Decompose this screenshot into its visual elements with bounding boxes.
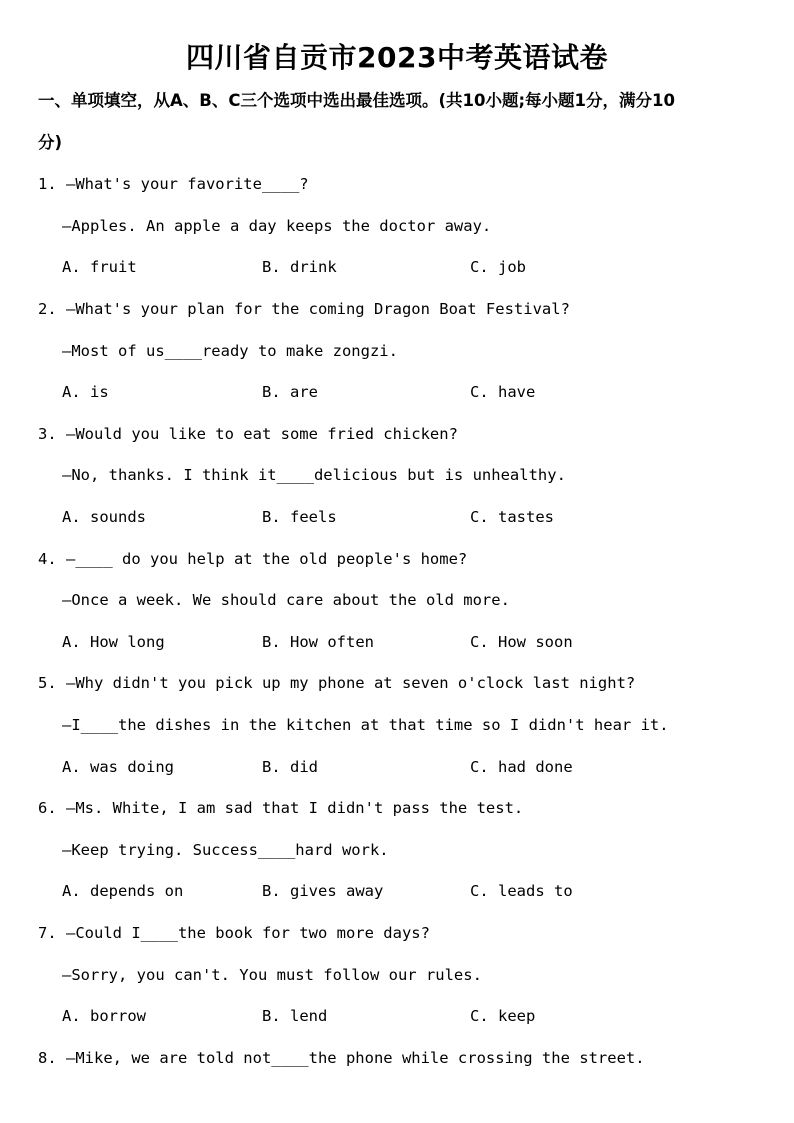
question-1-option-b: B. drink bbox=[262, 258, 337, 276]
question-6-option-c: C. leads to bbox=[470, 882, 573, 900]
question-5-prompt: 5. —Why didn't you pick up my phone at seven o'clock last night? bbox=[38, 674, 636, 692]
question-6-prompt: 6. —Ms. White, I am sad that I didn't pass the test. bbox=[38, 799, 524, 817]
question-3-option-b: B. feels bbox=[262, 508, 337, 526]
question-6-reply: —Keep trying. Success____hard work. bbox=[62, 841, 389, 859]
question-2-prompt: 2. —What's your plan for the coming Dragon Boat Festival? bbox=[38, 300, 570, 318]
question-5-option-a: A. was doing bbox=[62, 758, 174, 776]
question-3-reply: —No, thanks. I think it____delicious but is unhealthy. bbox=[62, 466, 566, 484]
question-7-prompt: 7. —Could I____the book for two more days? bbox=[38, 924, 430, 942]
question-7-option-b: B. lend bbox=[262, 1007, 328, 1025]
question-5-option-c: C. had done bbox=[470, 758, 573, 776]
question-3-option-a: A. sounds bbox=[62, 508, 146, 526]
question-2-option-a: A. is bbox=[62, 383, 109, 401]
page-title: 四川省自贡市2023中考英语试卷 bbox=[186, 41, 608, 74]
question-6-option-b: B. gives away bbox=[262, 882, 384, 900]
section-instruction-line-2: 分) bbox=[38, 133, 63, 152]
question-5-option-b: B. did bbox=[262, 758, 318, 776]
question-3-prompt: 3. —Would you like to eat some fried chicken? bbox=[38, 425, 458, 443]
section-instruction-line-1: 一、单项填空，从A、B、C三个选项中选出最佳选项。(共10小题;每小题1分，满分10 bbox=[38, 91, 675, 110]
question-5-reply: —I____the dishes in the kitchen at that time so I didn't hear it. bbox=[62, 716, 669, 734]
question-1-option-a: A. fruit bbox=[62, 258, 137, 276]
question-7-option-a: A. borrow bbox=[62, 1007, 146, 1025]
question-7-option-c: C. keep bbox=[470, 1007, 536, 1025]
question-4-reply: —Once a week. We should care about the old more. bbox=[62, 591, 510, 609]
question-3-option-c: C. tastes bbox=[470, 508, 554, 526]
question-8-prompt: 8. —Mike, we are told not____the phone while crossing the street. bbox=[38, 1049, 645, 1067]
question-6-option-a: A. depends on bbox=[62, 882, 184, 900]
question-1-prompt: 1. —What's your favorite____? bbox=[38, 175, 309, 193]
question-7-reply: —Sorry, you can't. You must follow our rules. bbox=[62, 966, 482, 984]
question-2-reply: —Most of us____ready to make zongzi. bbox=[62, 342, 398, 360]
question-4-prompt: 4. —____ do you help at the old people's home? bbox=[38, 550, 468, 568]
question-1-reply: —Apples. An apple a day keeps the doctor away. bbox=[62, 217, 492, 235]
question-2-option-c: C. have bbox=[470, 383, 536, 401]
question-1-option-c: C. job bbox=[470, 258, 526, 276]
question-4-option-a: A. How long bbox=[62, 633, 165, 651]
question-2-option-b: B. are bbox=[262, 383, 318, 401]
question-4-option-c: C. How soon bbox=[470, 633, 573, 651]
question-4-option-b: B. How often bbox=[262, 633, 374, 651]
